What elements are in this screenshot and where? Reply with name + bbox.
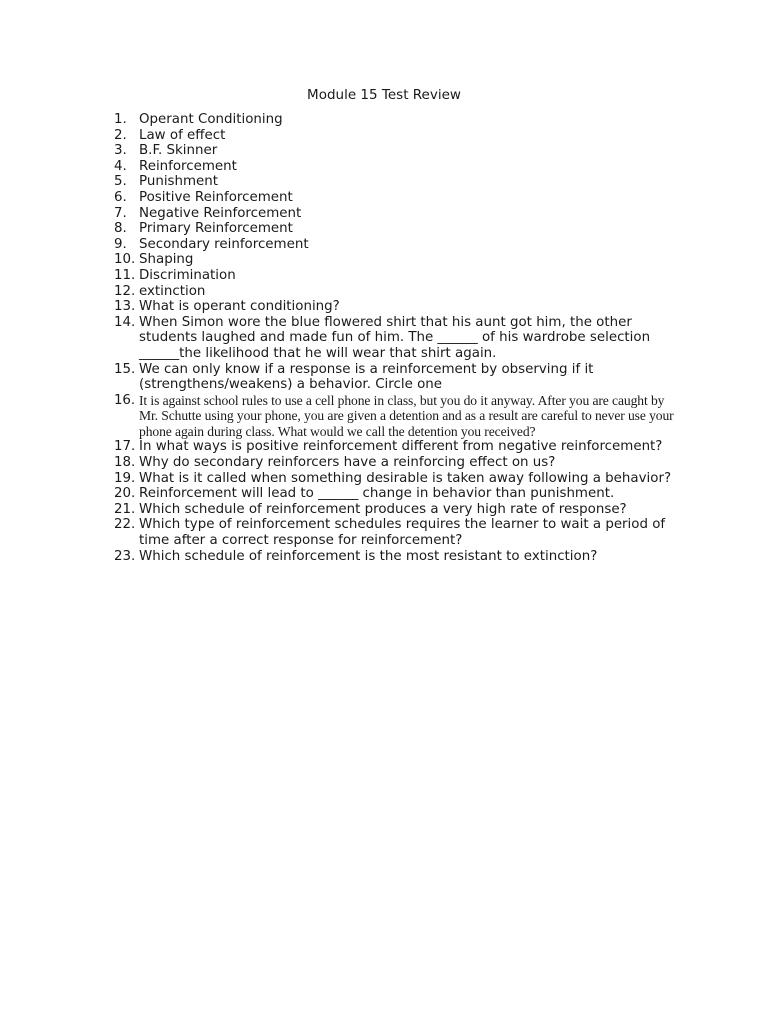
list-item-text: Which schedule of reinforcement is the most resistant to extinction?	[139, 548, 598, 564]
list-item-number: 18.	[114, 455, 136, 471]
list-item-number: 5.	[114, 174, 127, 190]
list-item	[114, 143, 674, 159]
list-item-text: B.F. Skinner	[139, 143, 218, 159]
list-item-number: 19.	[114, 470, 136, 486]
list-item-text: It is against school rules to use a cell phone in class, but you do it anyway. After you are caught by Mr. Schutte using your phone, you are given a detention and as a result are careful to never use your phone again during class. What would we call the detention you received?	[139, 392, 674, 439]
list-item-text: Secondary reinforcement	[139, 236, 309, 252]
list-item-text: Primary Reinforcement	[139, 221, 293, 237]
list-item	[114, 174, 674, 190]
list-item-number: 14.	[114, 314, 136, 330]
list-item-text: Which schedule of reinforcement produces a very high rate of response?	[139, 501, 627, 517]
list-item	[114, 237, 674, 253]
list-item-text: Reinforcement will lead to ______ change in behavior than punishment.	[139, 486, 615, 502]
list-item	[114, 284, 674, 300]
list-item	[114, 471, 674, 487]
list-item	[114, 362, 674, 393]
list-item-text: In what ways is positive reinforcement different from negative reinforcement?	[139, 439, 663, 455]
list-item	[114, 128, 674, 144]
list-item	[114, 549, 674, 565]
page-title: Module 15 Test Review	[307, 87, 461, 103]
list-item-number: 7.	[114, 205, 127, 221]
list-item-text: Law of effect	[139, 127, 226, 143]
list-item-text: Discrimination	[139, 267, 236, 283]
list-item-number: 17.	[114, 439, 136, 455]
list-item-number: 9.	[114, 236, 127, 252]
list-item-number: 4.	[114, 158, 127, 174]
list-item-number: 21.	[114, 501, 136, 517]
list-item-number: 22.	[114, 517, 136, 533]
list-item-text: Operant Conditioning	[139, 112, 283, 127]
list-item-number: 11.	[114, 267, 136, 283]
list-item	[114, 252, 674, 268]
list-item-number: 10.	[114, 252, 136, 268]
list-item	[114, 517, 674, 548]
list-item	[114, 486, 674, 502]
list-item-text: Positive Reinforcement	[139, 189, 293, 205]
list-item-number: 2.	[114, 127, 127, 143]
list-item-text: What is operant conditioning?	[139, 299, 340, 315]
list-item-number: 6.	[114, 189, 127, 205]
list-item-text: Shaping	[139, 252, 194, 268]
list-item-number: 23.	[114, 548, 136, 564]
list-item	[114, 315, 674, 362]
list-item-text: What is it called when something desirable is taken away following a behavior?	[139, 470, 672, 486]
list-item-text: Negative Reinforcement	[139, 205, 302, 221]
list-item	[114, 439, 674, 455]
list-item-text: Reinforcement	[139, 158, 237, 174]
list-item-text: When Simon wore the blue flowered shirt that his aunt got him, the other students laughed and made fun of him. The ______ of his wardrobe selection ______the likelihood that he will wear that shirt again.	[139, 314, 651, 361]
list-item-text: Punishment	[139, 174, 219, 190]
list-item-text: Why do secondary reinforcers have a reinforcing effect on us?	[139, 455, 556, 471]
list-item	[114, 206, 674, 222]
list-item-number: 13.	[114, 299, 136, 315]
list-item	[114, 159, 674, 175]
list-item	[114, 221, 674, 237]
list-item	[114, 502, 674, 518]
question-list	[114, 112, 674, 564]
list-item-text: We can only know if a response is a reinforcement by observing if it (strengthens/weakens) a behavior. Circle one	[139, 361, 594, 393]
list-item	[114, 190, 674, 206]
list-item-number: 1.	[114, 112, 127, 127]
list-item	[114, 112, 674, 128]
list-item	[114, 455, 674, 471]
list-item-number: 20.	[114, 486, 136, 502]
list-item-text: extinction	[139, 283, 206, 299]
list-item	[114, 393, 674, 440]
list-item	[114, 299, 674, 315]
list-item-number: 8.	[114, 221, 127, 237]
list-item-number: 12.	[114, 283, 136, 299]
list-item-text: Which type of reinforcement schedules requires the learner to wait a period of time after a correct response for reinforcement?	[139, 517, 666, 549]
list-item-number: 15.	[114, 361, 136, 377]
list-item-number: 16.	[114, 392, 135, 408]
list-item-number: 3.	[114, 143, 127, 159]
list-item	[114, 268, 674, 284]
